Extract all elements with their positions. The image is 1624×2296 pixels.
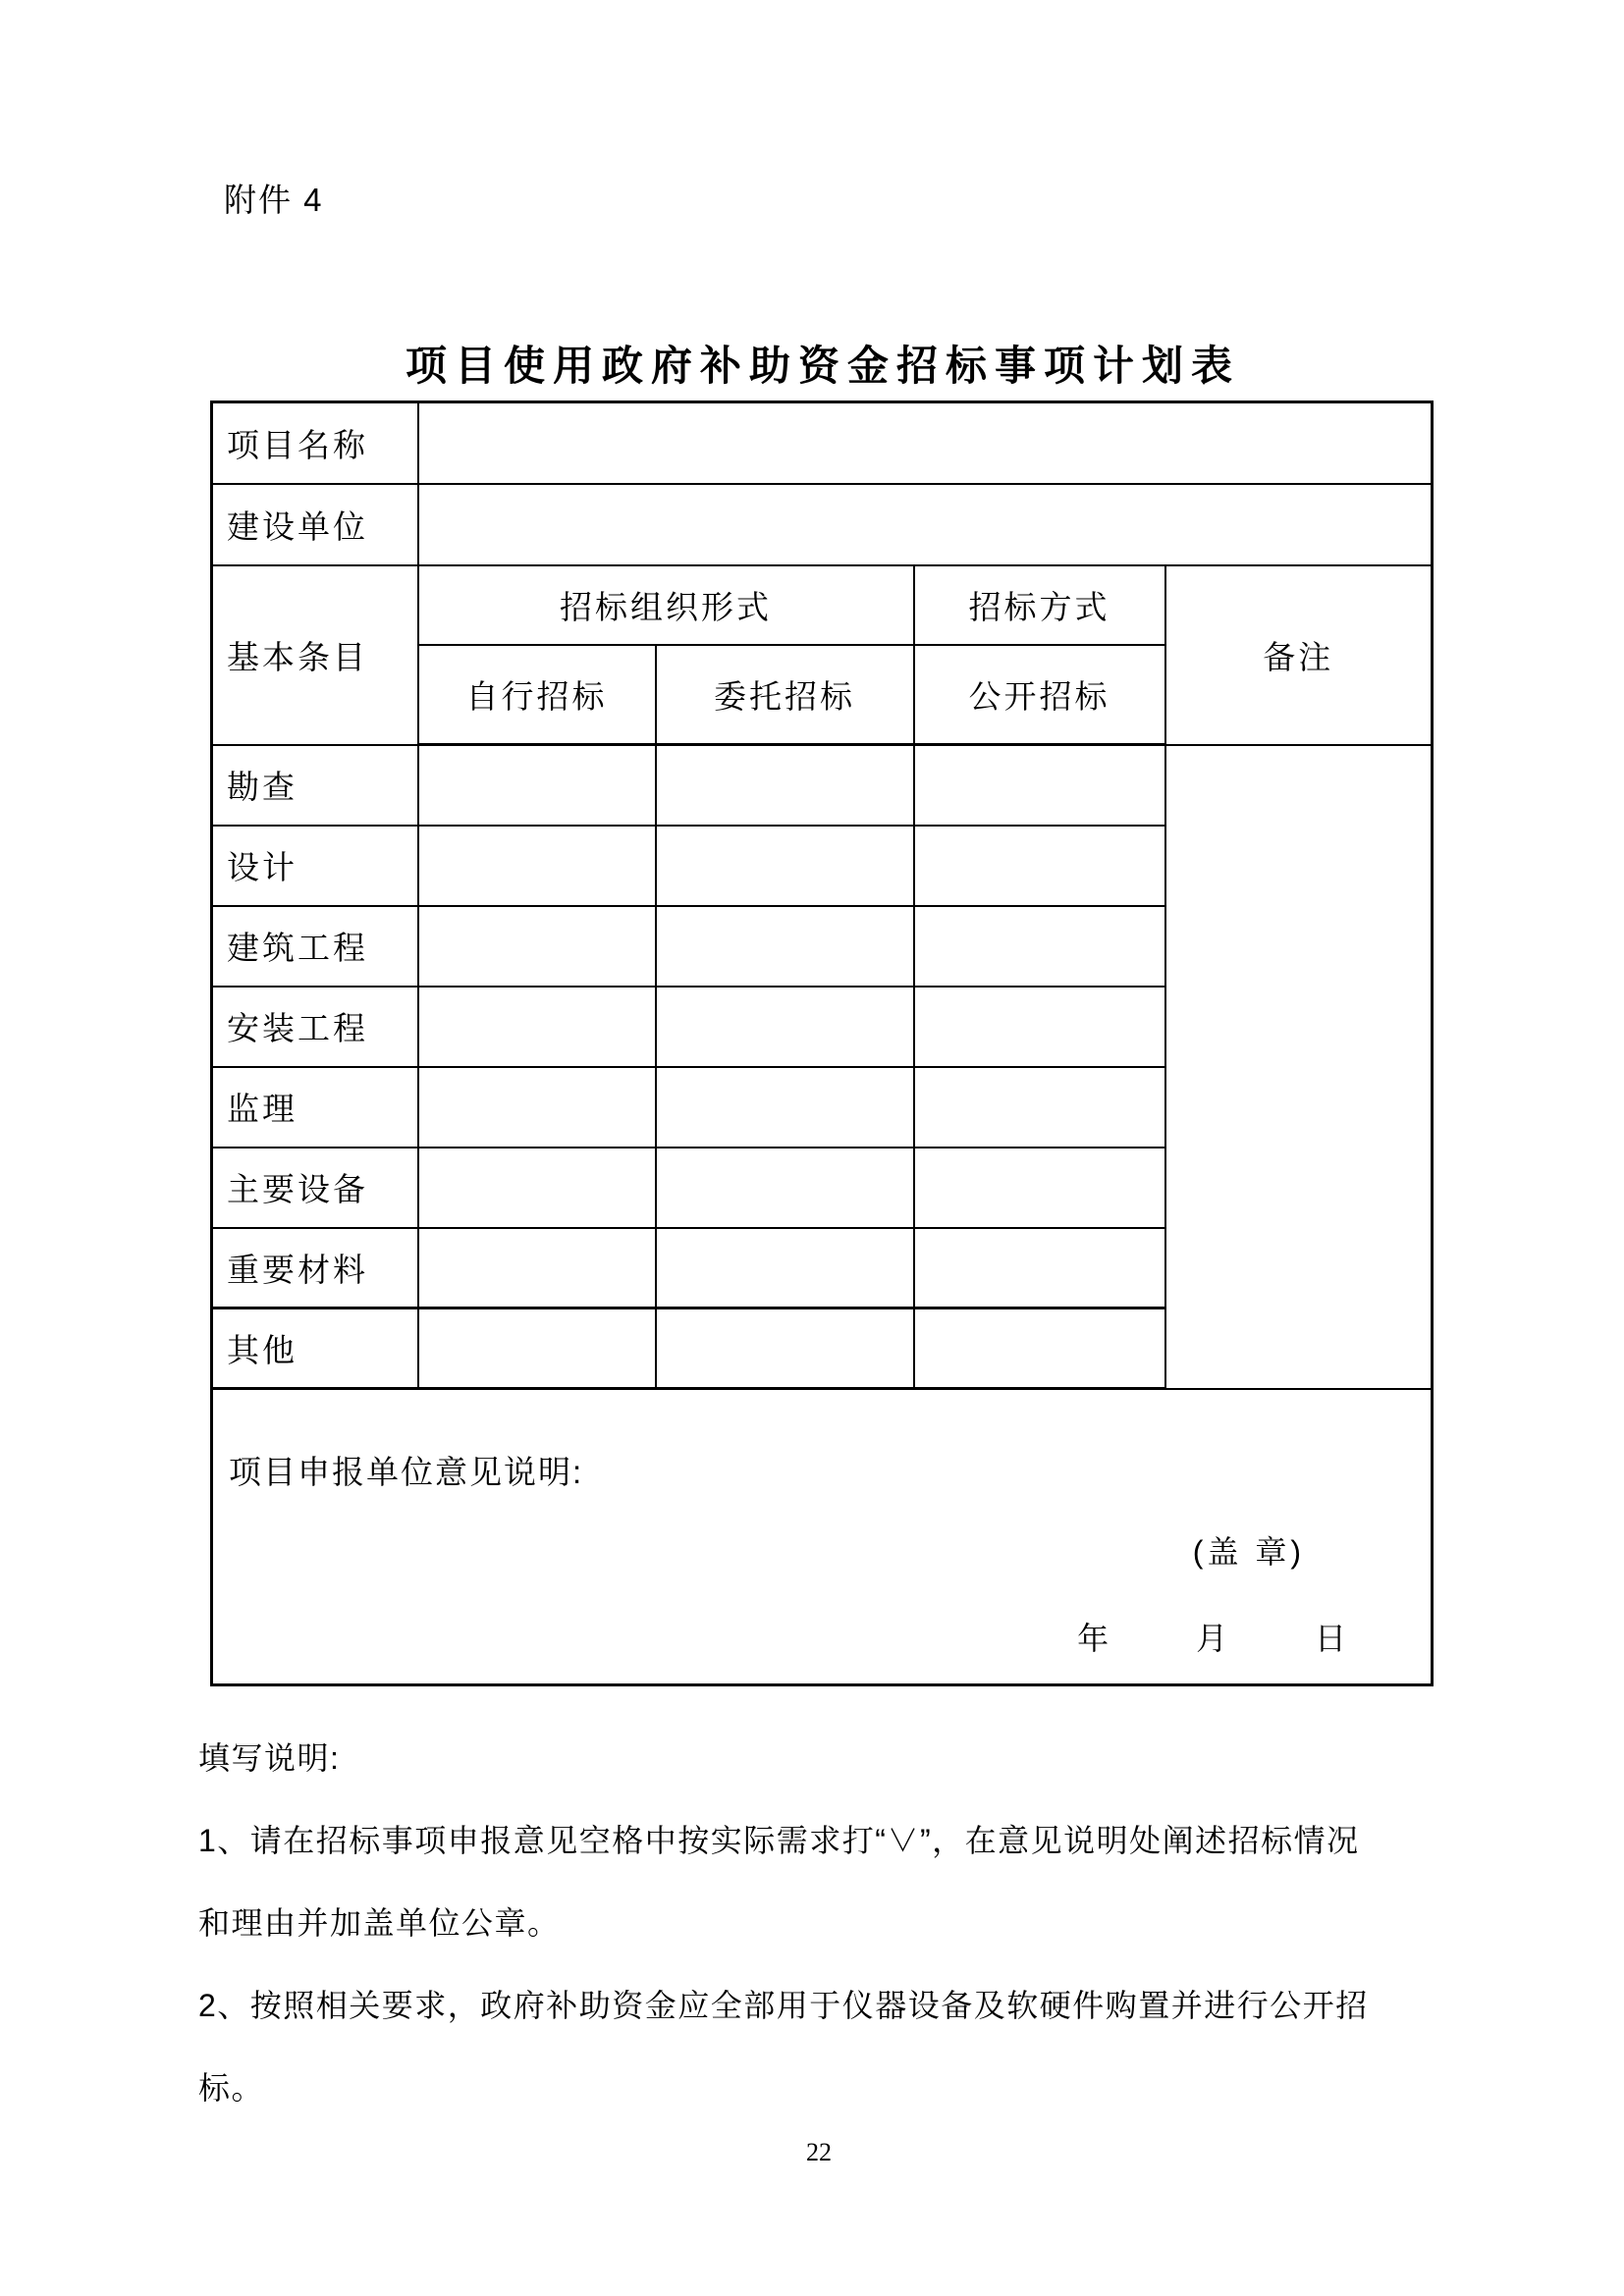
note-line-4: 标。 xyxy=(198,2070,265,2106)
header-row-groups xyxy=(212,565,1433,645)
project-name-label: 项目名称 xyxy=(212,402,418,484)
filling-instructions xyxy=(198,1740,1431,2153)
remarks-merged-cell xyxy=(1165,745,1433,1389)
page-number: 22 xyxy=(806,2138,832,2166)
check-cell xyxy=(418,1228,656,1308)
method-header: 招标方式 xyxy=(914,565,1165,645)
check-cell xyxy=(656,745,914,826)
item-label: 监理 xyxy=(212,1067,418,1148)
notes-heading: 填写说明: xyxy=(198,1740,341,1776)
self-bidding-header: 自行招标 xyxy=(418,645,656,745)
construction-unit-label: 建设单位 xyxy=(212,484,418,565)
item-label: 重要材料 xyxy=(212,1228,418,1308)
date-month-label: 月 xyxy=(1196,1621,1228,1656)
construction-unit-value-cell xyxy=(418,484,1433,565)
org-form-header: 招标组织形式 xyxy=(418,565,914,645)
opinion-label: 项目申报单位意见说明: xyxy=(229,1454,584,1490)
check-cell xyxy=(418,906,656,987)
check-cell xyxy=(418,826,656,906)
entrusted-bidding-header: 委托招标 xyxy=(656,645,914,745)
date-year-label: 年 xyxy=(1077,1621,1110,1656)
item-row-survey xyxy=(212,745,1433,826)
check-cell xyxy=(914,1148,1165,1228)
item-label: 其他 xyxy=(212,1308,418,1389)
row-project-name xyxy=(212,402,1433,484)
item-label: 安装工程 xyxy=(212,987,418,1067)
item-label: 设计 xyxy=(212,826,418,906)
check-cell xyxy=(656,987,914,1067)
check-cell xyxy=(418,1067,656,1148)
item-label: 建筑工程 xyxy=(212,906,418,987)
seal-placeholder: (盖 章) xyxy=(1192,1534,1305,1570)
attachment-label: 附件 4 xyxy=(224,182,324,218)
date-day-label: 日 xyxy=(1314,1621,1346,1656)
check-cell xyxy=(914,1067,1165,1148)
page-title: 项目使用政府补助资金招标事项计划表 xyxy=(405,345,1240,390)
check-cell xyxy=(656,1148,914,1228)
check-cell xyxy=(656,1228,914,1308)
public-bidding-header: 公开招标 xyxy=(914,645,1165,745)
opinion-cell xyxy=(212,1389,1433,1685)
check-cell xyxy=(418,1148,656,1228)
check-cell xyxy=(418,1308,656,1389)
check-cell xyxy=(418,987,656,1067)
note-line-1: 1、请在招标事项申报意见空格中按实际需求打“∨”，在意见说明处阐述招标情况 xyxy=(198,1823,1360,1858)
row-construction-unit xyxy=(212,484,1433,565)
project-name-value-cell xyxy=(418,402,1433,484)
item-label: 勘查 xyxy=(212,745,418,826)
note-line-3: 2、按照相关要求，政府补助资金应全部用于仪器设备及软硬件购置并进行公开招 xyxy=(198,1988,1369,2023)
check-cell xyxy=(656,826,914,906)
check-cell xyxy=(656,1308,914,1389)
check-cell xyxy=(914,1308,1165,1389)
opinion-row xyxy=(212,1389,1433,1685)
item-label: 主要设备 xyxy=(212,1148,418,1228)
check-cell xyxy=(418,745,656,826)
date-line xyxy=(1077,1614,1346,1659)
check-cell xyxy=(914,826,1165,906)
check-cell xyxy=(914,1228,1165,1308)
basic-items-header: 基本条目 xyxy=(212,565,418,745)
note-line-2: 和理由并加盖单位公章。 xyxy=(198,1905,561,1941)
check-cell xyxy=(656,906,914,987)
check-cell xyxy=(914,745,1165,826)
remark-header: 备注 xyxy=(1165,565,1433,745)
check-cell xyxy=(914,987,1165,1067)
check-cell xyxy=(914,906,1165,987)
check-cell xyxy=(656,1067,914,1148)
bidding-plan-table xyxy=(210,400,1434,1686)
